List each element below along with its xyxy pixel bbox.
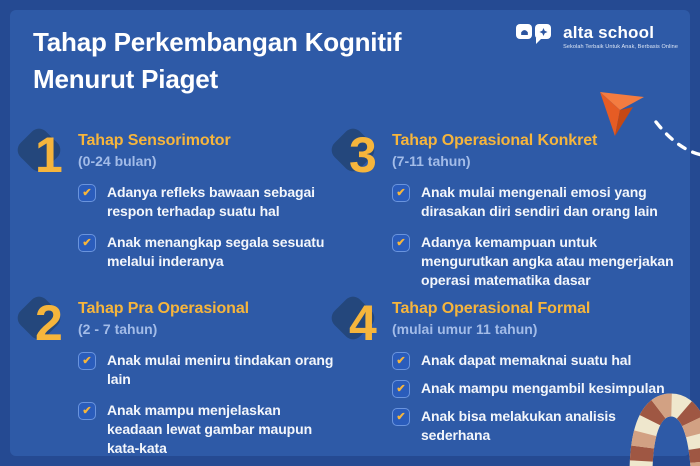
section-number: 4	[349, 295, 377, 351]
section-title: Tahap Pra Operasional	[78, 300, 249, 317]
point-text: Anak mampu menjelaskan keadaan lewat gambar maupun kata-kata	[107, 402, 313, 456]
check-glyph: ✔	[396, 355, 406, 367]
section-title: Tahap Operasional Formal	[392, 300, 591, 317]
section-pra-operasional	[26, 295, 334, 466]
checkbox-icon	[392, 234, 410, 252]
check-glyph: ✔	[396, 383, 406, 395]
list-item	[78, 351, 334, 389]
point-text: Anak mulai mengenali emosi yang dirasakan diri sendiri dan orang lain	[421, 184, 658, 219]
list-item	[392, 407, 680, 445]
list-item	[392, 183, 676, 221]
section-age-range: (mulai umur 11 tahun)	[392, 321, 538, 337]
section-content	[78, 295, 334, 466]
section-content	[78, 127, 326, 283]
page-title-line2: Menurut Piaget	[33, 64, 218, 94]
list-item	[392, 351, 680, 370]
section-number-badge	[340, 127, 388, 185]
point-text: Anak mampu mengambil kesimpulan	[421, 380, 665, 396]
point-text: Adanya kemampuan untuk mengurutkan angka atau mengerjakan operasi matematika dasar	[421, 234, 674, 288]
section-number: 1	[35, 127, 63, 183]
page-title	[33, 24, 401, 98]
check-glyph: ✔	[396, 411, 406, 423]
checkbox-icon	[78, 402, 96, 420]
checkbox-icon	[392, 408, 410, 426]
section-title: Tahap Sensorimotor	[78, 132, 231, 149]
list-item	[78, 233, 326, 271]
point-text: Anak mulai meniru tindakan orang lain	[107, 352, 334, 387]
section-number-badge	[26, 127, 74, 185]
section-age-range: (0-24 bulan)	[78, 153, 157, 169]
check-glyph: ✔	[82, 187, 92, 199]
alta-school-logo	[516, 24, 678, 50]
point-text: Anak menangkap segala sesuatu melalui inderanya	[107, 234, 325, 269]
section-number: 2	[35, 295, 63, 351]
check-glyph: ✔	[396, 237, 406, 249]
section-content	[392, 127, 676, 302]
list-item	[78, 401, 334, 458]
section-sensorimotor	[26, 127, 326, 283]
section-number-badge	[340, 295, 388, 353]
checkbox-icon	[392, 380, 410, 398]
check-glyph: ✔	[82, 355, 92, 367]
checkbox-icon	[78, 352, 96, 370]
section-content	[392, 295, 680, 454]
section-age-range: (2 - 7 tahun)	[78, 321, 158, 337]
home-icon	[516, 24, 532, 39]
list-item	[392, 233, 676, 290]
checkbox-icon	[392, 184, 410, 202]
point-text: Anak bisa melakukan analisis sederhana	[421, 408, 616, 443]
sparkle-icon	[535, 24, 551, 39]
check-glyph: ✔	[82, 237, 92, 249]
logo-text	[563, 24, 678, 50]
page-title-line1: Tahap Perkembangan Kognitif	[33, 27, 402, 57]
section-operasional-formal	[340, 295, 680, 454]
section-age-range: (7-11 tahun)	[392, 153, 471, 169]
section-title: Tahap Operasional Konkret	[392, 132, 598, 149]
section-number-badge	[26, 295, 74, 353]
list-item	[78, 183, 326, 221]
check-glyph: ✔	[396, 187, 406, 199]
checkbox-icon	[78, 234, 96, 252]
list-item	[392, 379, 680, 398]
logo-name: alta school	[563, 23, 655, 42]
logo-speech-tail	[536, 38, 542, 44]
logo-mark	[516, 24, 554, 46]
point-text: Adanya refleks bawaan sebagai respon terhadap suatu hal	[107, 184, 315, 219]
check-glyph: ✔	[82, 405, 92, 417]
point-text: Anak dapat memaknai suatu hal	[421, 352, 632, 368]
checkbox-icon	[78, 184, 96, 202]
section-operasional-konkret	[340, 127, 676, 302]
logo-tagline: Sekolah Terbaik Untuk Anak, Berbasis Online	[563, 44, 678, 50]
checkbox-icon	[392, 352, 410, 370]
section-number: 3	[349, 127, 377, 183]
